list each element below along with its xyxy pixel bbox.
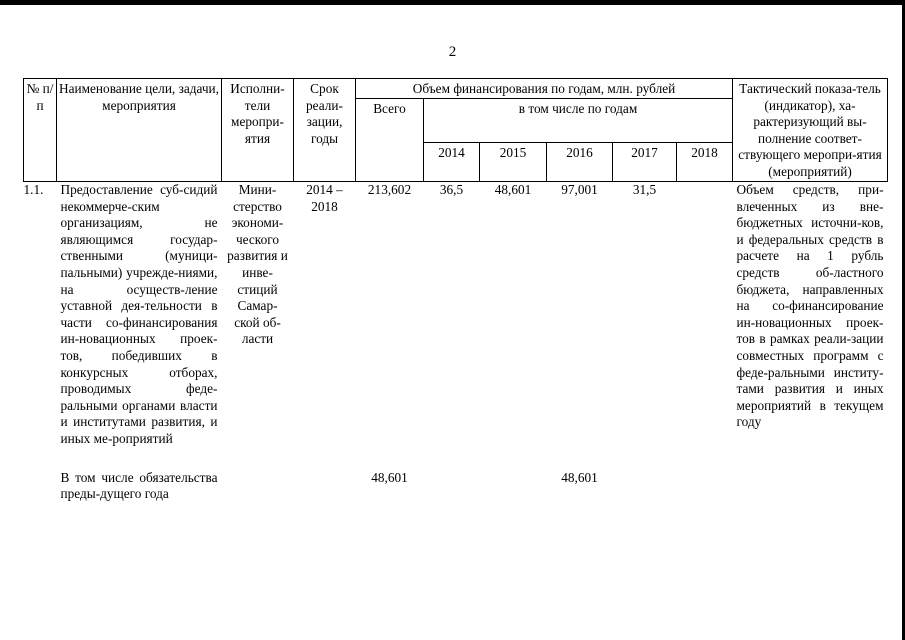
row-2015: 48,601 bbox=[494, 182, 532, 197]
header-year-2016: 2016 bbox=[547, 143, 613, 182]
row-2014 bbox=[424, 448, 480, 503]
row-2016: 97,001 bbox=[561, 182, 598, 197]
header-year-2014: 2014 bbox=[424, 143, 480, 182]
scan-border-top bbox=[0, 0, 905, 5]
row-2018 bbox=[677, 182, 733, 448]
row-term: 2014 – 2018 bbox=[306, 182, 343, 214]
row-executor bbox=[222, 448, 294, 503]
row-2014: 36,5 bbox=[439, 182, 464, 197]
row-total: 48,601 bbox=[371, 469, 408, 485]
header-col-term: Срок реали-зации, годы bbox=[294, 79, 356, 182]
row-2016: 48,601 bbox=[561, 469, 598, 485]
header-col-financing: Объем финансирования по годам, млн. рублей bbox=[356, 79, 733, 99]
table-header bbox=[24, 79, 888, 182]
row-indicator: Объем средств, при-влеченных из вне-бюджетных источни-ков, и федеральных средств в расчете на 1 рубль средств об-ластного бюджета, направленных на со-финансирование ин-новационных проек-тов в рамках реали-зации совместных программ с феде-ральными институ-тами развития и иных мероприятий в текущем году bbox=[736, 182, 884, 430]
table-row bbox=[24, 448, 888, 503]
row-term bbox=[294, 448, 356, 503]
table-row bbox=[24, 182, 888, 448]
row-number: 1.1. bbox=[23, 182, 44, 197]
row-2017 bbox=[613, 448, 677, 503]
header-col-years: в том числе по годам bbox=[424, 98, 733, 142]
row-name: Предоставление суб-сидий некоммерче-ским организациям, не являющимся государ-ственными (муници-пальными) учрежде-ниями, на осуществ-ление уставной дея-тельности в части со-финансирования ин-новационных проек-тов, победивших в конкурсных отборах, проводимых феде-ральными органами власти и институтами развития, и иных ме-роприятий bbox=[60, 182, 218, 446]
header-col-executor: Исполни-тели меропри-ятия bbox=[222, 79, 294, 182]
row-2017: 31,5 bbox=[632, 182, 657, 197]
header-col-indicator: Тактический показа-тель (индикатор), ха-рактеризующий вы-полнение соответ-ствующего меропри-ятия (мероприятий) bbox=[733, 79, 888, 182]
row-name: В том числе обязательства преды-дущего года bbox=[60, 469, 218, 502]
row-total: 213,602 bbox=[367, 182, 412, 197]
row-number bbox=[24, 448, 57, 503]
page-number: 2 bbox=[448, 44, 457, 60]
financing-table bbox=[23, 78, 888, 503]
row-executor: Мини-стерство экономи-ческого развития и инве-стиций Самар-ской об-ласти bbox=[227, 182, 288, 347]
row-2018 bbox=[677, 448, 733, 503]
header-year-2017: 2017 bbox=[613, 143, 677, 182]
header-year-2018: 2018 bbox=[677, 143, 733, 182]
header-col-name: Наименование цели, задачи, мероприятия bbox=[57, 79, 222, 182]
row-indicator bbox=[733, 448, 888, 503]
header-col-number: № п/п bbox=[24, 79, 57, 182]
row-2015 bbox=[480, 448, 547, 503]
header-year-2015: 2015 bbox=[480, 143, 547, 182]
header-col-total: Всего bbox=[356, 98, 424, 181]
